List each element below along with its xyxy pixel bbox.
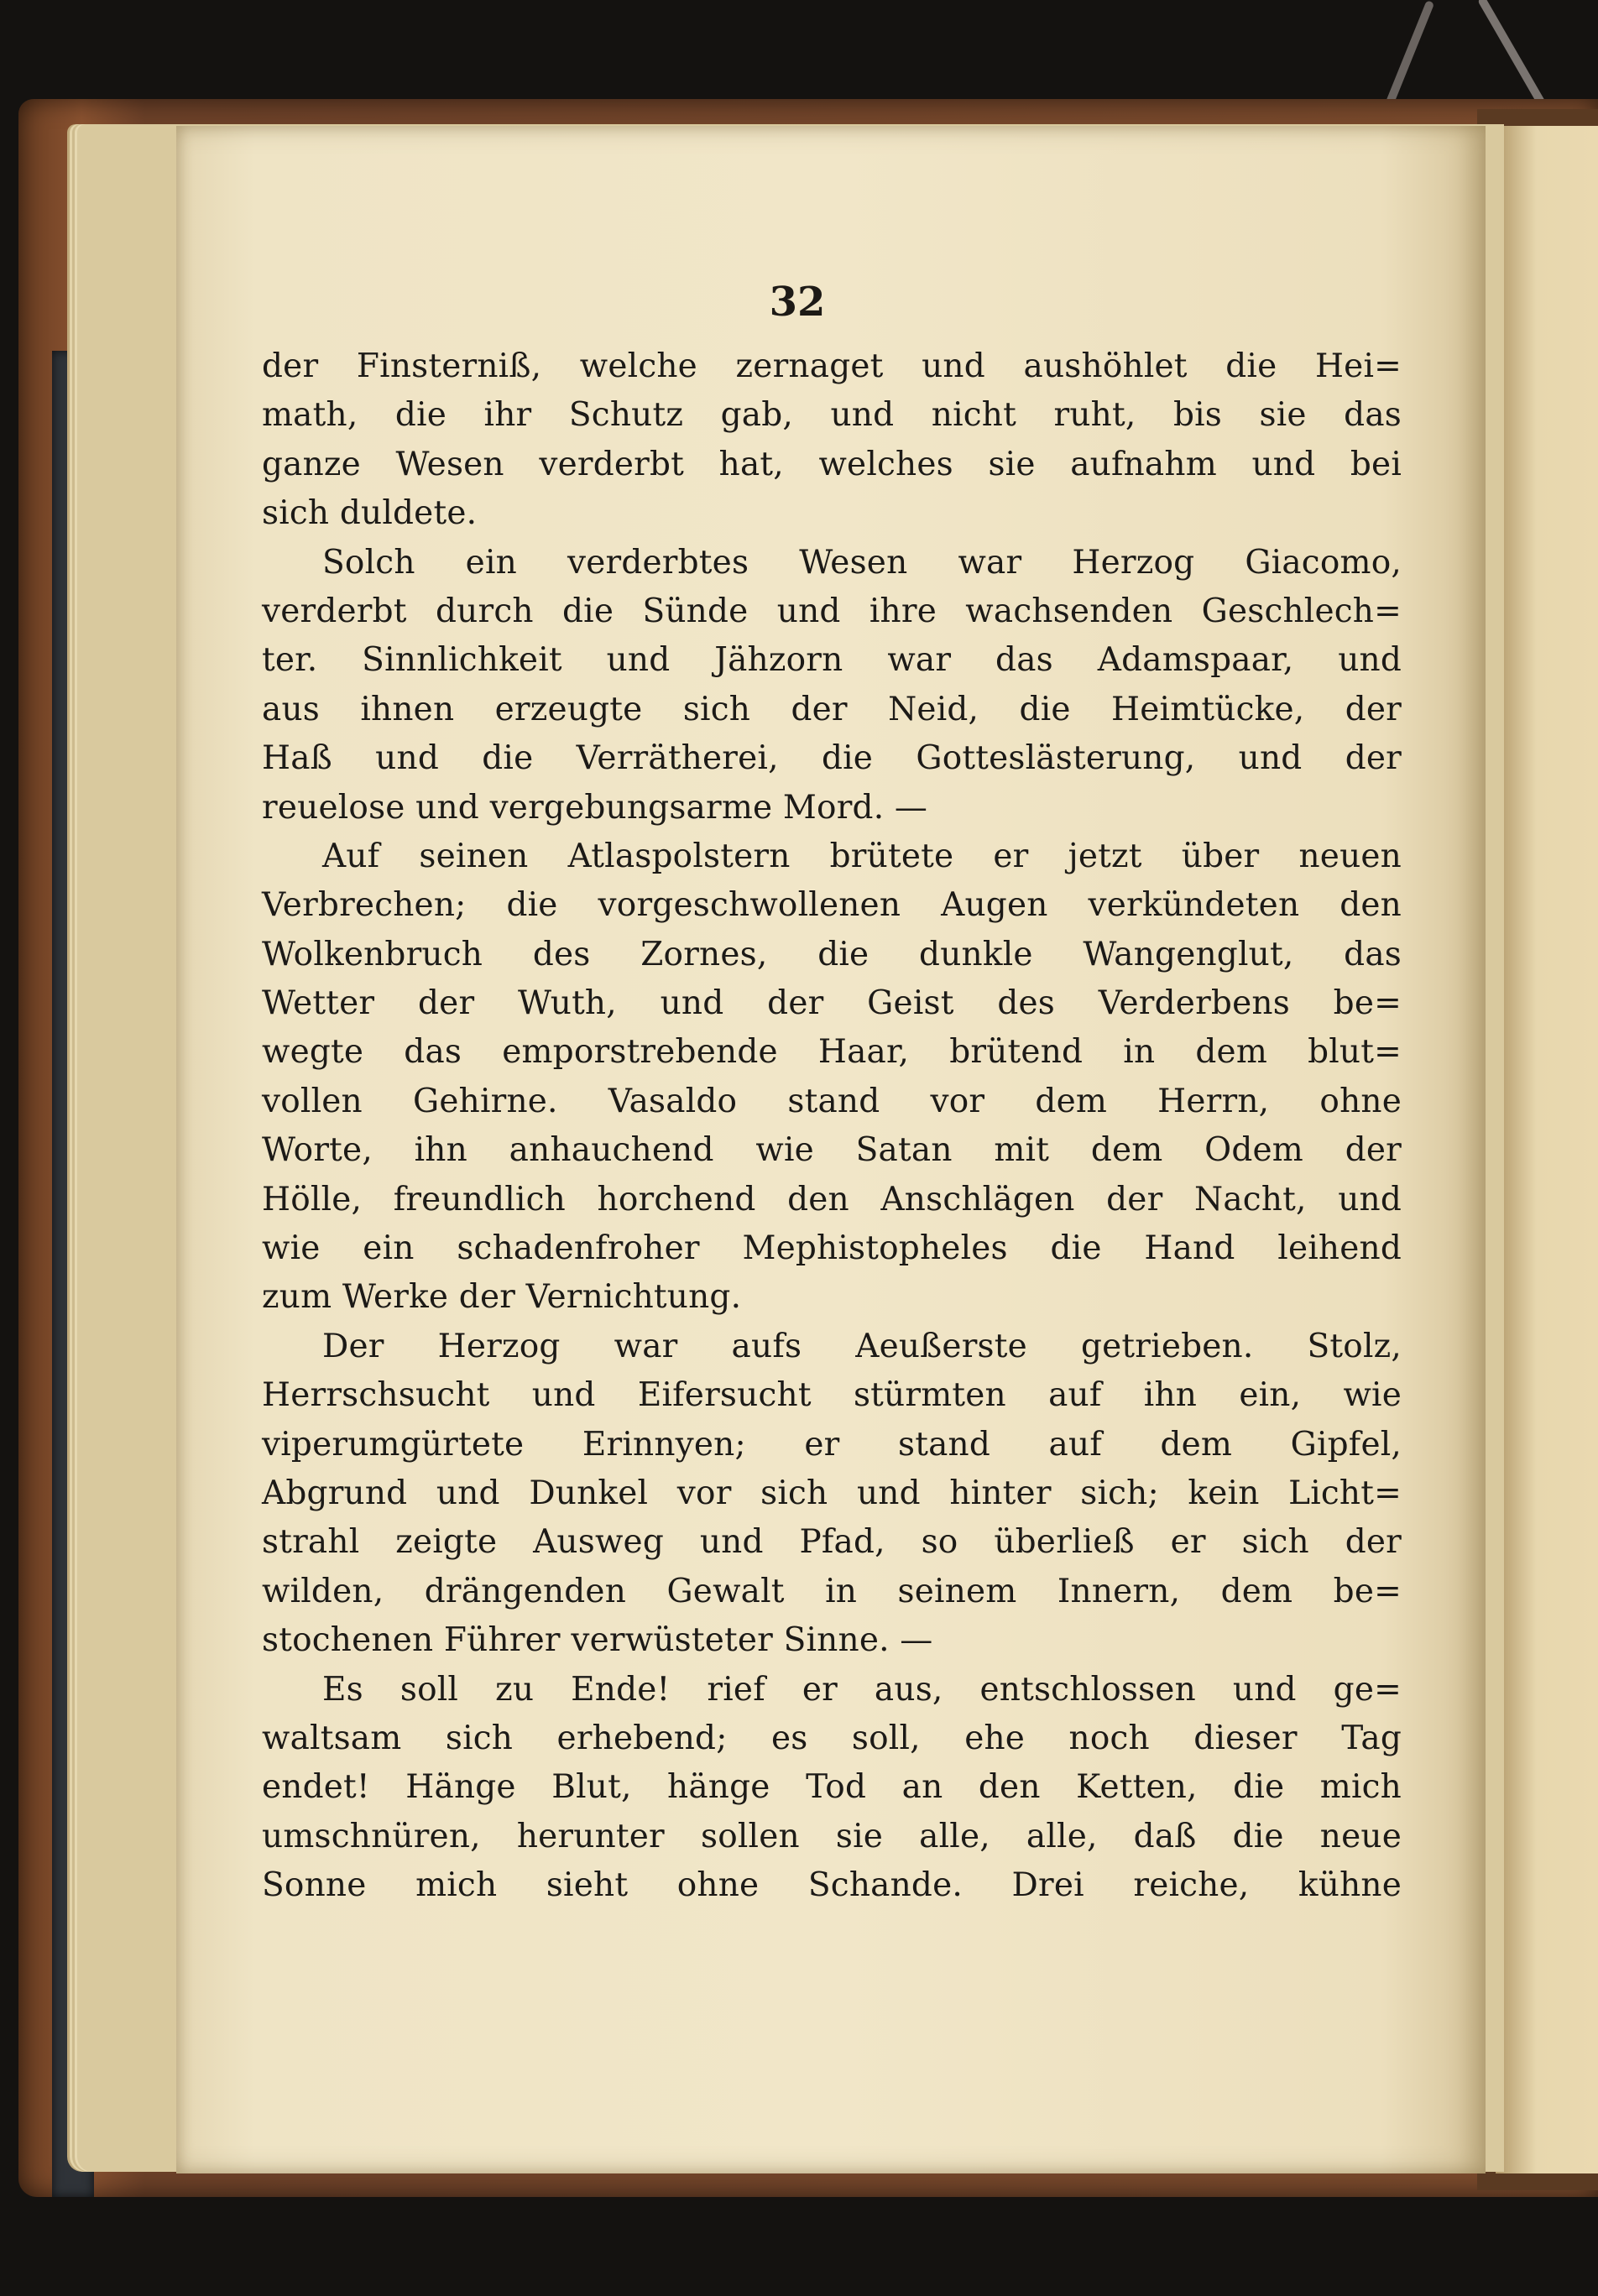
text-line: viperumgürtete Erinnyen; er stand auf dem Gipfel, bbox=[262, 1425, 1402, 1464]
text-line: Solch ein verderbtes Wesen war Herzog Giacomo, bbox=[322, 543, 1402, 582]
text-line: strahl zeigte Ausweg und Pfad, so überließ er sich der bbox=[262, 1523, 1402, 1562]
text-line: zum Werke der Vernichtung. bbox=[262, 1278, 742, 1317]
text-line: ter. Sinnlichkeit und Jähzorn war das Adamspaar, und bbox=[262, 641, 1402, 680]
text-line: verderbt durch die Sünde und ihre wachsenden Geschlech= bbox=[262, 592, 1402, 630]
text-line: Worte, ihn anhauchend wie Satan mit dem Odem der bbox=[262, 1131, 1402, 1170]
text-line: vollen Gehirne. Vasaldo stand vor dem Herrn, ohne bbox=[262, 1082, 1402, 1120]
page-number: 32 bbox=[769, 279, 826, 326]
text-line: Der Herzog war aufs Aeußerste getrieben. Stolz, bbox=[322, 1327, 1402, 1365]
text-line: wilden, drängenden Gewalt in seinem Innern, dem be= bbox=[262, 1572, 1402, 1610]
text-line: wegte das emporstrebende Haar, brütend in dem blut= bbox=[262, 1033, 1402, 1072]
text-line: endet! Hänge Blut, hänge Tod an den Ketten, die mich bbox=[262, 1768, 1402, 1807]
text-line: reuelose und vergebungsarme Mord. — bbox=[262, 788, 928, 827]
text-line: umschnüren, herunter sollen sie alle, alle, daß die neue bbox=[262, 1817, 1402, 1855]
text-line: ganze Wesen verderbt hat, welches sie aufnahm und bei bbox=[262, 445, 1402, 483]
text-line: Abgrund und Dunkel vor sich und hinter sich; kein Licht= bbox=[262, 1474, 1402, 1512]
text-line: Wolkenbruch des Zornes, die dunkle Wangenglut, das bbox=[262, 935, 1402, 973]
text-line: Haß und die Verrätherei, die Gotteslästerung, und der bbox=[262, 739, 1402, 778]
text-line: der Finsterniß, welche zernaget und aushöhlet die Hei= bbox=[262, 347, 1402, 385]
text-line: waltsam sich erhebend; es soll, ehe noch dieser Tag bbox=[262, 1719, 1402, 1757]
text-line: Sonne mich sieht ohne Schande. Drei reiche, kühne bbox=[262, 1866, 1402, 1905]
text-line: Wetter der Wuth, und der Geist des Verderbens be= bbox=[262, 984, 1402, 1023]
text-line: Es soll zu Ende! rief er aus, entschlossen und ge= bbox=[322, 1670, 1402, 1709]
text-line: Verbrechen; die vorgeschwollenen Augen verkündeten den bbox=[262, 886, 1402, 925]
text-line: Hölle, freundlich horchend den Anschlägen der Nacht, und bbox=[262, 1180, 1402, 1218]
body-text bbox=[262, 342, 1402, 1911]
text-line: Auf seinen Atlaspolstern brütete er jetzt über neuen bbox=[322, 837, 1402, 875]
bookmark-string-end bbox=[1477, 0, 1548, 109]
text-line: aus ihnen erzeugte sich der Neid, die Heimtücke, der bbox=[262, 690, 1402, 728]
text-line: sich duldete. bbox=[262, 494, 478, 533]
text-line: Herrschsucht und Eifersucht stürmten auf ihn ein, wie bbox=[262, 1376, 1402, 1415]
text-line: stochenen Führer verwüsteter Sinne. — bbox=[262, 1621, 933, 1660]
facing-page-edge bbox=[1496, 126, 1598, 2173]
text-line: wie ein schadenfroher Mephistopheles die Hand leihend bbox=[262, 1229, 1402, 1268]
text-line: math, die ihr Schutz gab, und nicht ruht, bis sie das bbox=[262, 396, 1402, 435]
